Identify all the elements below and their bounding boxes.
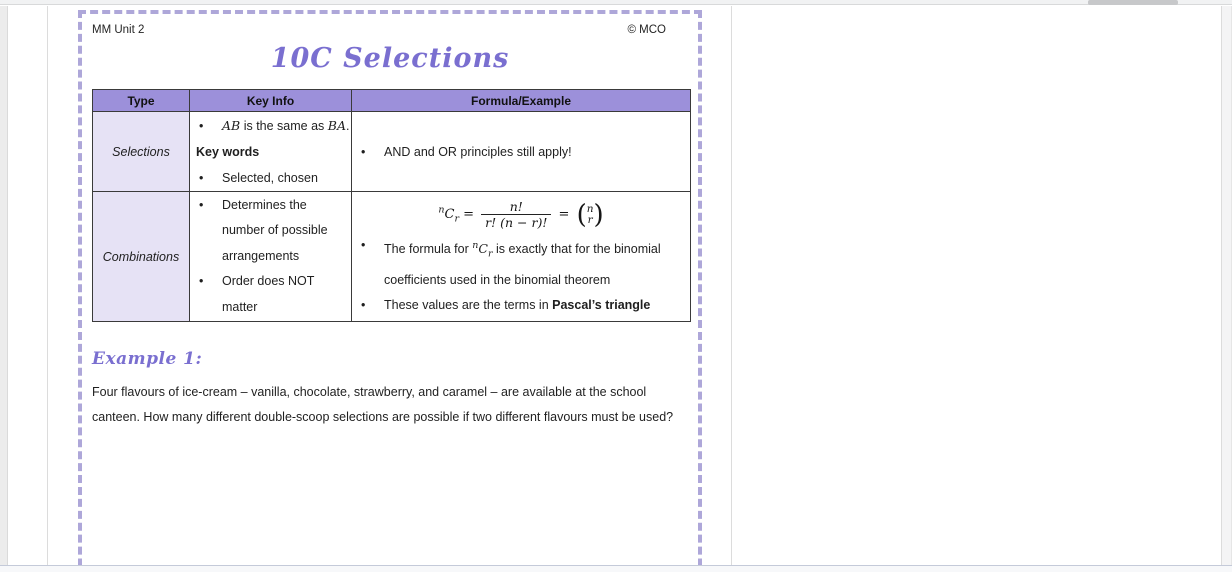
- selections-table: [92, 89, 691, 322]
- bullet-and-or: • AND and OR principles still apply!: [352, 139, 572, 165]
- bullet-formula-binomial: • The formula for $^nC_r$ is exactly that for the binomial coefficients used in the binomial theorem: [352, 233, 690, 293]
- bullet-ab-same-ba: • AB is the same as BA.: [190, 113, 351, 139]
- horizontal-scrollbar-track[interactable]: [0, 0, 1232, 5]
- keyinfo-cell-selections: [190, 112, 352, 192]
- bullet-pascals-triangle: • These values are the terms in Pascal’s triangle: [352, 293, 690, 319]
- vertical-scrollbar-track[interactable]: [1221, 6, 1232, 572]
- keyinfo-cell-combinations: [190, 192, 352, 322]
- doc-header-left: MM Unit 2: [92, 24, 145, 36]
- ncr-formula: $^nC_r$ = $\frac{n!}{r! (n - r)!}$ = ( n r ): [438, 199, 604, 231]
- col-header-type: Type: [93, 90, 190, 112]
- table-row-combinations: [93, 192, 691, 322]
- doc-header-copyright: © MCO: [627, 24, 666, 36]
- table-header-row: [93, 90, 691, 112]
- horizontal-scrollbar-thumb[interactable]: [1088, 0, 1178, 5]
- below-page-area: [0, 566, 1232, 572]
- bullet-order-not-matter: • Order does NOT matter: [190, 269, 351, 320]
- formula-cell-combinations: [352, 192, 691, 322]
- formula-cell-selections: [352, 112, 691, 192]
- bullet-determines: • Determines the number of possible arrangements: [190, 193, 351, 270]
- page-2-blank: [732, 6, 1221, 565]
- left-pane-edge: [0, 6, 8, 572]
- table-row-selections: [93, 112, 691, 192]
- col-header-formula: Formula/Example: [352, 90, 691, 112]
- page-1: [48, 6, 731, 565]
- bullet-selected-chosen: • Selected, chosen: [190, 165, 351, 191]
- type-cell-combinations: Combinations: [93, 192, 190, 322]
- binomial-coefficient: ( n r ): [576, 199, 604, 230]
- page-title: 10C Selections: [270, 43, 510, 74]
- keywords-label: Key words: [196, 144, 260, 159]
- example-1-body: Four flavours of ice-cream – vanilla, chocolate, strawberry, and caramel – are available at the school canteen. How many different double-scoop selections are possible if two different flavours must be used?: [92, 385, 674, 424]
- fraction: $\frac{n!}{r! (n - r)!}$: [481, 199, 551, 230]
- example-1-heading: Example 1:: [92, 349, 203, 369]
- col-header-keyinfo: Key Info: [190, 90, 352, 112]
- type-cell-selections: Selections: [93, 112, 190, 192]
